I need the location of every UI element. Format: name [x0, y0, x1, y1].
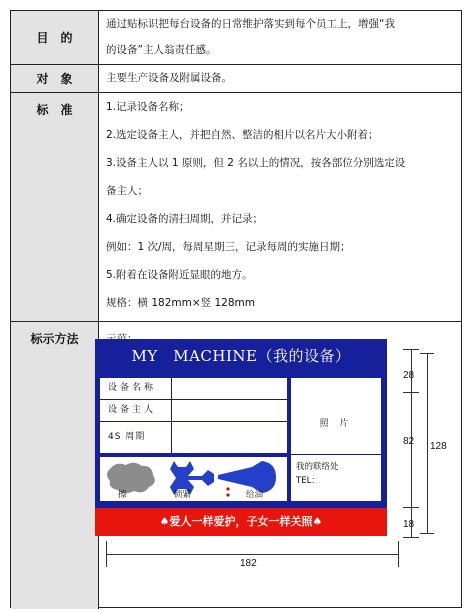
contact-label: 我的联络处	[296, 462, 339, 472]
icon-label-wipe: 擦	[118, 490, 127, 500]
icon-label-oil: 给油	[246, 490, 264, 500]
dimension-width: 182	[240, 558, 257, 569]
cloth-icon	[107, 463, 155, 494]
object-row	[11, 65, 461, 93]
standard-row	[11, 93, 461, 322]
dimension-total-height: 128	[430, 441, 447, 452]
sign-field-label: 4S 周期	[100, 422, 172, 453]
photo-label: 照 片	[319, 419, 353, 429]
standard-line-1: 1.记录设备名称；	[106, 101, 190, 113]
purpose-row	[11, 11, 461, 65]
sign-field-row	[100, 378, 287, 400]
dimension-tick	[398, 541, 399, 567]
dimension-tick	[403, 349, 419, 350]
dimension-middle: 82	[403, 436, 415, 447]
contact-block	[296, 460, 339, 488]
standard-line-5: 4.确定设备的清扫周期，并记录；	[106, 213, 264, 225]
sign-field-row	[100, 400, 287, 422]
method-label: 标示方法	[11, 322, 99, 609]
standard-line-8: 规格：横 182mm×竖 128mm	[106, 297, 255, 309]
standard-line-7: 5.附着在设备附近显眼的地方。	[106, 269, 253, 281]
icon-label-tighten: 锁紧	[174, 490, 192, 500]
dimension-top: 28	[403, 370, 415, 381]
sign-title: MY MACHINE（我的设备）	[131, 347, 351, 365]
machine-sign	[95, 339, 387, 508]
standard-line-3: 3.设备主人以 1 原则，但 2 名以上的情况，按各部位分别选定设	[106, 157, 406, 169]
purpose-label: 目 的	[11, 11, 99, 64]
tel-label: TEL：	[296, 476, 320, 486]
sign-photo-panel	[291, 378, 381, 501]
object-text: 主要生产设备及附属设备。	[106, 72, 232, 84]
sign-icons-panel	[100, 457, 287, 501]
standard-line-4: 备主人；	[106, 185, 148, 197]
photo-divider	[291, 454, 381, 455]
sign-footer: ♠爱人一样爱护，子女一样关照♠	[95, 508, 387, 536]
dimension-line	[106, 554, 398, 555]
dimension-bottom: 18	[403, 519, 415, 530]
dimension-tick	[403, 537, 419, 538]
purpose-line-2: 的设备”主人翁责任感。	[106, 44, 217, 56]
sign-fields-table	[100, 378, 287, 453]
dimension-tick	[403, 392, 419, 393]
dimension-tick	[420, 353, 434, 354]
sign-field-row	[100, 422, 287, 453]
standard-line-2: 2.选定设备主人，并把自然、整洁的相片以名片大小附着；	[106, 129, 379, 141]
dimension-line	[427, 353, 428, 533]
object-label: 对 象	[11, 65, 99, 92]
dimension-tick	[403, 507, 419, 508]
sign-field-label: 设备名称	[100, 378, 172, 399]
standard-line-6: 例如：1 次/周，每周星期三，记录每周的实施日期；	[106, 241, 351, 253]
dimension-tick	[420, 533, 434, 534]
standard-label: 标 准	[11, 93, 99, 321]
sign-field-label: 设备主人	[100, 400, 172, 421]
purpose-line-1: 通过贴标识把每台设备的日常维护落实到每个员工上，增强“我	[106, 18, 395, 30]
